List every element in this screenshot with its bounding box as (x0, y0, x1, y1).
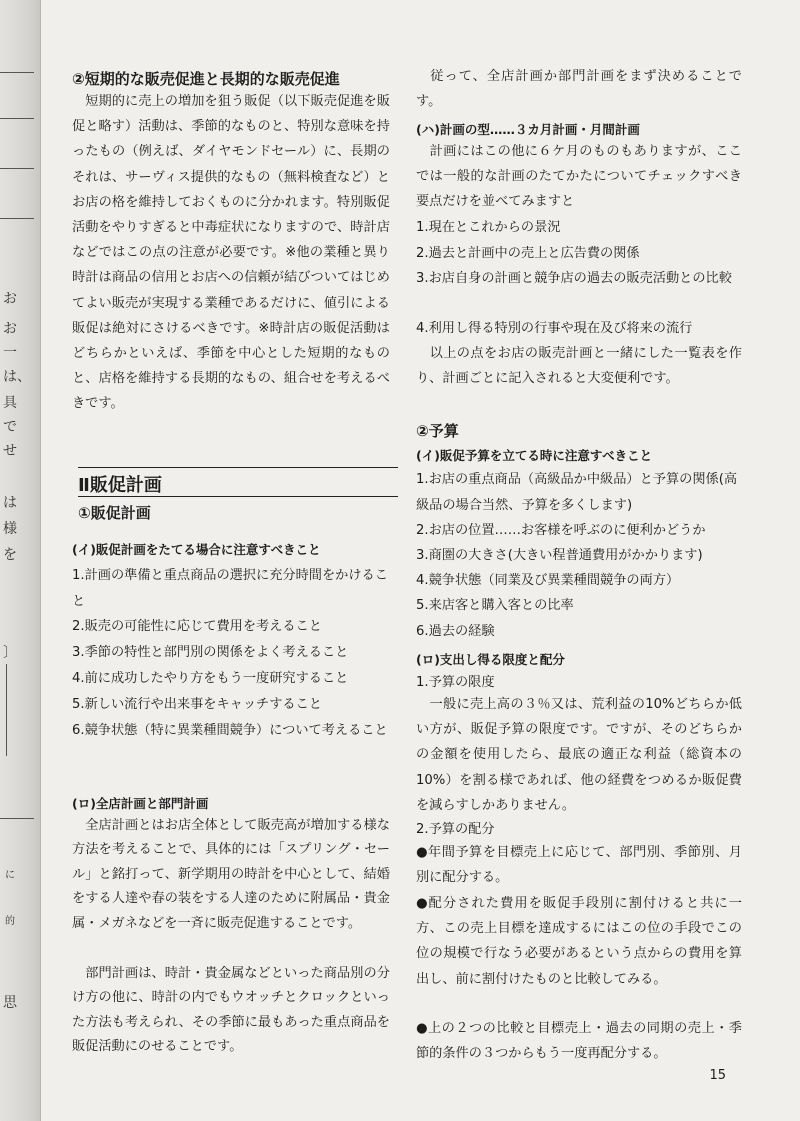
body-paragraph: 全店計画とはお店全体として販売高が増加する様な方法を考えることで、具体的には「スプリング・セール」と銘打って、新学期用の時計を中心として、結婚をする人達や春の装をする人達のために附属品・貴金属・メガネなどを一斉に販売促進することです。 (72, 818, 390, 931)
list-item: 4.利用し得る特別の行事や現在及び将来の流行 (416, 321, 693, 336)
edge-rule (0, 818, 34, 819)
body-paragraph: 部門計画は、時計・貴金属などといった商品別の分け方の他に、時計の内でもウオッチとクロックといった方法も考えられ、その季節に最もあった重点商品を販促活動にのせることです。 (72, 966, 390, 1055)
document-page (40, 0, 800, 1121)
bullet-item: ●配分された費用を販促手段別に割付けると共に一方、この売上目標を達成するにはこの位の手段でこの位の規模で行なう必要があるという点からの費用を算出し、前に割付けたものと比較してみる。 (416, 896, 742, 987)
edge-char: お (3, 321, 17, 337)
edge-char: で (3, 419, 17, 435)
section-heading: ②予算 (416, 422, 459, 440)
edge-char: お (3, 291, 17, 307)
list-item: 2.お店の位置……お客様を呼ぶのに便利かどうか (416, 523, 706, 538)
list-item: 1.お店の重点商品（高級品か中級品）と予算の関係(高級品の場合当然、予算を多くします) (416, 472, 738, 513)
subsection-heading: (ロ)支出し得る限度と配分 (416, 652, 565, 667)
subsection-heading: (ロ)全店計画と部門計画 (72, 796, 209, 811)
edge-char: 具 (3, 395, 17, 411)
edge-char: せ (3, 443, 17, 459)
list-item: 6.過去の経験 (416, 624, 495, 639)
list-item: 2.予算の配分 (416, 822, 495, 837)
list-item: 6.競争状態（特に異業種間競争）について考えること (72, 723, 388, 738)
list-item: 4.前に成功したやり方をもう一度研究すること (72, 671, 349, 686)
edge-rule (0, 118, 34, 119)
list-item: 4.競争状態（同業及び異業種間競争の両方） (416, 573, 680, 588)
edge-rule (0, 72, 34, 73)
list-item: 1.計画の準備と重点商品の選択に充分時間をかけること (72, 568, 388, 609)
list-item: 2.販売の可能性に応じて費用を考えること (72, 619, 322, 634)
edge-char: は、 (3, 369, 31, 385)
list-item: 1.予算の限度 (416, 675, 495, 690)
list-item: 3.商圏の大きさ(大きい程普通費用がかかります) (416, 548, 703, 563)
edge-char: に (5, 870, 15, 881)
edge-char: 思 (3, 995, 17, 1011)
edge-rule (0, 168, 34, 169)
list-item: 2.過去と計画中の売上と広告費の関係 (416, 246, 640, 261)
subsection-heading: (ハ)計画の型……３カ月計画・月間計画 (416, 122, 640, 137)
edge-rule (0, 218, 34, 219)
left-page-edge (0, 0, 41, 1121)
list-item: 5.来店客と購入客との比率 (416, 598, 574, 613)
list-item: 3.お店自身の計画と競争店の過去の販売活動との比較 (416, 271, 732, 286)
bullet-item: ●年間予算を目標売上に応じて、部門別、季節別、月別に配分する。 (416, 845, 742, 886)
body-paragraph: 短期的に売上の増加を狙う販促（以下販売促進を販促と略す）活動は、季節的なものと、特別な意味を持ったもの（例えば、ダイヤモンドセール）に、長期のそれは、サーヴィス提供的なもの（無料検査など）とお店の格を維持しておくものに分かれます。特別販促活動をやりすぎると中毒症状になりますので、時計店などではこの点の注意が必要です。※他の業種と異り時計は商品の信用とお店への信頼が結びついてはじめてよい販売が実現する業種であるだけに、値引による販促は絶対にさけるべきです。※時計店の販促活動はどちらかといえば、季節を中心とした短期的なものと、店格を維持する長期的なもの、組合せを考えるべきです。 (72, 94, 390, 412)
edge-char: 様 (3, 521, 17, 537)
subsection-heading: (イ)販促予算を立てる時に注意すべきこと (416, 448, 653, 463)
section-heading: ①販促計画 (78, 504, 151, 522)
edge-char: は (3, 495, 17, 511)
chapter-heading: Ⅱ販促計画 (78, 475, 162, 496)
edge-rule (6, 664, 7, 756)
list-item: 5.新しい流行や出来事をキャッチすること (72, 697, 322, 712)
edge-char: を (3, 547, 17, 563)
edge-char: 〕 (3, 645, 17, 661)
section-heading: ②短期的な販売促進と長期的な販売促進 (72, 70, 340, 88)
body-paragraph: 従って、全店計画か部門計画をまず決めることです。 (416, 69, 742, 110)
chapter-rule-top (78, 467, 398, 468)
list-item: 3.季節の特性と部門別の関係をよく考えること (72, 645, 349, 660)
edge-char: 一 (3, 345, 17, 361)
subsection-heading: (イ)販促計画をたてる場合に注意すべきこと (72, 542, 321, 557)
body-paragraph: 以上の点をお店の販売計画と一緒にした一覧表を作り、計画ごとに記入されると大変便利です。 (416, 346, 742, 387)
chapter-rule-bottom (78, 496, 398, 497)
edge-char: 的 (5, 916, 15, 927)
page-number: 15 (709, 1068, 726, 1083)
body-paragraph: 計画にはこの他に６ケ月のものもありますが、ここでは一般的な計画のたてかたについてチェックすべき要点だけを並べてみますと (416, 144, 742, 210)
bullet-item: ●上の２つの比較と目標売上・過去の同期の売上・季節的条件の３つからもう一度再配分する。 (416, 1021, 742, 1062)
list-item: 1.現在とこれからの景況 (416, 220, 561, 235)
body-paragraph: 一般に売上高の３％又は、荒利益の10%どちらか低い方が、販促予算の限度です。ですが、そのどちらかの金額を使用したら、最底の適正な利益（総資本の10%）を割る様であれば、他の経費をつめるか販促費を減らすしかありません。 (416, 697, 742, 813)
